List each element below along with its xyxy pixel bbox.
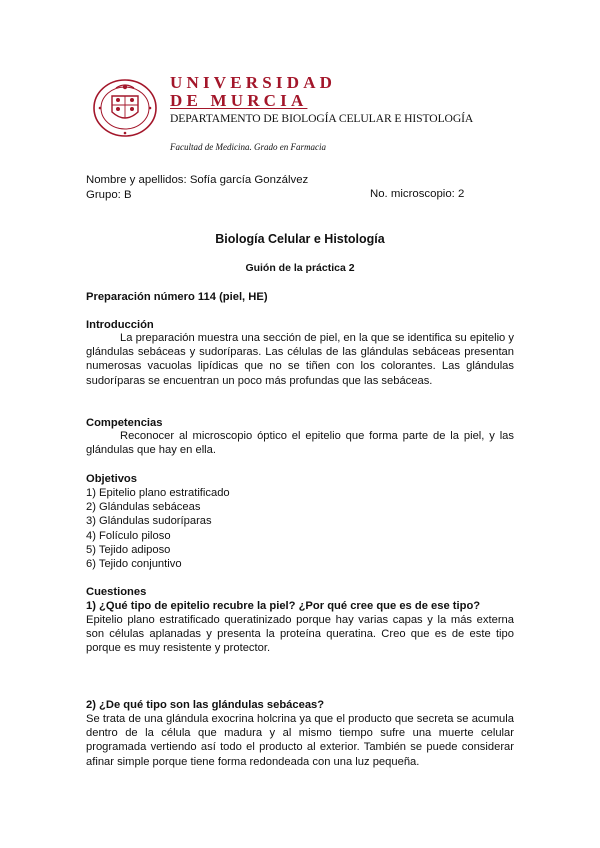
list-item: 6) Tejido conjuntivo — [86, 558, 182, 571]
student-name: Nombre y apellidos: Sofía garcía Gonzálvez — [86, 174, 309, 186]
introduccion-heading: Introducción — [86, 319, 154, 331]
introduccion-paragraph — [86, 331, 514, 388]
microscope-number: No. microscopio: 2 — [370, 188, 465, 200]
objetivos-heading: Objetivos — [86, 473, 137, 485]
university-name — [170, 74, 336, 110]
list-item: 4) Folículo piloso — [86, 529, 171, 542]
faculty-name: Facultad de Medicina. Grado en Farmacia — [170, 142, 326, 152]
list-item: 2) Glándulas sebáceas — [86, 501, 201, 514]
student-group: Grupo: B — [86, 189, 132, 201]
page-title: Biología Celular e Histología — [215, 232, 385, 246]
objetivos-list — [86, 486, 230, 571]
competencias-heading: Competencias — [86, 417, 163, 429]
question-1: 1) ¿Qué tipo de epitelio recubre la piel? ¿Por qué cree que es de ese tipo? — [86, 600, 481, 612]
answer-2: Se trata de una glándula exocrina holcrina ya que el producto que secreta se acumula dentro de la célula que madura y al mismo tiempo sufre una muerte celular programada vertiendo así todo el producto al exterior. También se puede considerar afinar simple porque tiene forma redondeada con una luz pequeña. — [86, 713, 514, 768]
competencias-text: Reconocer al microscopio óptico el epitelio que forma parte de la piel, y las glándulas que hay en ella. — [86, 430, 514, 457]
answer-1: Epitelio plano estratificado queratinizado porque hay varias capas y la más externa son células aplanadas y presenta la proteína queratina. Creo que es de este tipo porque es muy resistente y protector. — [86, 614, 514, 655]
university-seal-logo — [92, 78, 158, 138]
list-item: 1) Epitelio plano estratificado — [86, 487, 230, 499]
list-item: 3) Glándulas sudoríparas — [86, 515, 212, 528]
cuestiones-heading: Cuestiones — [86, 586, 147, 598]
department-name: DEPARTAMENTO DE BIOLOGÍA CELULAR E HISTOLOGÍA — [170, 112, 474, 125]
list-item: 5) Tejido adiposo — [86, 543, 171, 556]
practice-guide-title: Guión de la práctica 2 — [245, 262, 355, 274]
university-name-line1: UNIVERSIDAD — [170, 73, 337, 92]
competencias-paragraph — [86, 429, 514, 457]
introduccion-text: La preparación muestra una sección de piel, en la que se identifica su epitelio y glándulas sebáceas y sudoríparas. Las células de las glándulas sebáceas presentan numerosas vacuolas lipídicas que no se tiñen con los colorantes. Las glándulas sudoríparas se encuentran un poco más profundas que las sebáceas. — [86, 332, 514, 387]
preparation-title: Preparación número 114 (piel, HE) — [86, 291, 268, 303]
question-2: 2) ¿De qué tipo son las glándulas sebáceas? — [86, 699, 325, 711]
university-name-line2: DE MURCIA — [170, 91, 308, 110]
